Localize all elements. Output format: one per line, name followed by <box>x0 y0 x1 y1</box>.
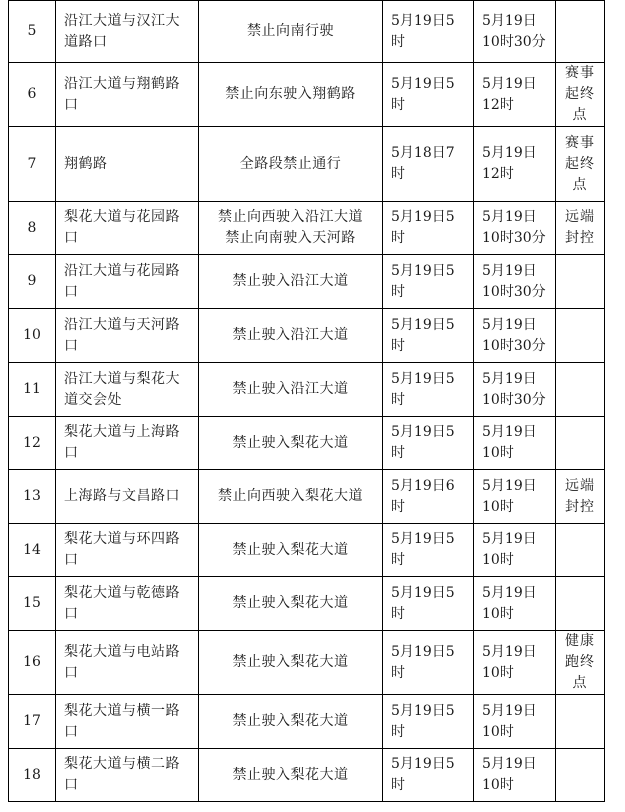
start-time-cell-text: 5月19日5 时 <box>391 756 455 793</box>
row-number-text: 5 <box>27 23 37 39</box>
end-time-cell-text: 5月19日 10时 <box>482 424 537 461</box>
start-time-cell-text: 5月19日5 时 <box>391 209 455 246</box>
note-cell <box>556 749 605 802</box>
control-measure-cell <box>199 309 383 363</box>
control-measure-cell-text: 全路段禁止通行 <box>239 155 342 172</box>
control-measure-cell <box>199 749 383 802</box>
location-cell-text: 沿江大道与天河路 口 <box>64 316 180 354</box>
location-cell-text: 梨花大道与电站路 口 <box>64 643 180 681</box>
start-time-cell <box>383 577 474 631</box>
row-number-text: 18 <box>23 766 41 783</box>
end-time-cell <box>474 255 556 309</box>
control-measure-cell <box>199 524 383 577</box>
end-time-cell <box>474 202 556 255</box>
start-time-cell-text: 5月19日5 时 <box>391 702 455 740</box>
table-row <box>9 363 605 417</box>
end-time-cell <box>474 695 556 749</box>
row-number <box>9 470 56 524</box>
location-cell-text: 梨花大道与环四路 口 <box>64 531 180 568</box>
start-time-cell-text: 5月19日5 时 <box>391 75 455 113</box>
end-time-cell-text: 5月19日 10时30分 <box>482 209 546 246</box>
location-cell <box>56 1 199 63</box>
location-cell-text: 梨花大道与横二路 口 <box>64 756 180 793</box>
row-number-text: 15 <box>23 595 41 611</box>
location-cell <box>56 695 199 749</box>
end-time-cell-text: 5月19日 12时 <box>482 145 537 182</box>
start-time-cell <box>383 749 474 802</box>
location-cell <box>56 202 199 255</box>
table-row <box>9 417 605 470</box>
start-time-cell-text: 5月19日5 时 <box>391 531 455 568</box>
location-cell-text: 沿江大道与花园路 口 <box>64 262 180 300</box>
note-cell <box>556 695 605 749</box>
note-cell <box>556 202 605 255</box>
table-row <box>9 524 605 577</box>
end-time-cell <box>474 363 556 417</box>
note-cell <box>556 577 605 631</box>
table-row <box>9 255 605 309</box>
row-number <box>9 363 56 417</box>
control-measure-cell-text: 禁止驶入梨花大道 <box>232 541 349 558</box>
row-number <box>9 309 56 363</box>
table-row <box>9 631 605 695</box>
row-number-text: 11 <box>23 381 41 397</box>
row-number-text: 17 <box>23 713 41 729</box>
start-time-cell <box>383 631 474 695</box>
location-cell <box>56 749 199 802</box>
row-number <box>9 695 56 749</box>
start-time-cell <box>383 63 474 127</box>
location-cell-text: 梨花大道与乾德路 口 <box>64 584 180 622</box>
table-row <box>9 1 605 63</box>
location-cell <box>56 63 199 127</box>
control-measure-cell <box>199 127 383 202</box>
row-number <box>9 417 56 470</box>
control-measure-cell-text: 禁止驶入梨花大道 <box>232 713 349 729</box>
control-measure-cell <box>199 63 383 127</box>
start-time-cell <box>383 127 474 202</box>
note-cell-text: 远端 封控 <box>565 477 595 515</box>
start-time-cell <box>383 202 474 255</box>
start-time-cell-text: 5月19日5 时 <box>391 584 455 622</box>
table-row <box>9 309 605 363</box>
note-cell <box>556 309 605 363</box>
location-cell <box>56 417 199 470</box>
location-cell-text: 沿江大道与汉江大 道路口 <box>64 12 180 50</box>
start-time-cell <box>383 363 474 417</box>
end-time-cell <box>474 577 556 631</box>
end-time-cell-text: 5月19日 10时30分 <box>482 12 546 50</box>
note-cell-text: 健康 跑终 点 <box>565 633 595 691</box>
note-cell <box>556 63 605 127</box>
end-time-cell-text: 5月19日 10时 <box>482 477 537 515</box>
control-measure-cell-text: 禁止向西驶入梨花大道 <box>218 488 363 504</box>
start-time-cell-text: 5月19日5 时 <box>391 12 455 50</box>
note-cell <box>556 255 605 309</box>
start-time-cell <box>383 470 474 524</box>
end-time-cell-text: 5月19日 10时 <box>482 584 537 622</box>
note-cell-text: 赛事 起终 点 <box>565 134 595 193</box>
note-cell <box>556 363 605 417</box>
end-time-cell-text: 5月19日 10时 <box>482 756 537 793</box>
row-number-text: 12 <box>23 434 41 451</box>
start-time-cell-text: 5月19日5 时 <box>391 262 455 300</box>
start-time-cell-text: 5月18日7 时 <box>391 145 455 182</box>
control-measure-cell <box>199 577 383 631</box>
location-cell <box>56 577 199 631</box>
control-measure-cell <box>199 202 383 255</box>
control-measure-cell-text: 禁止向南行驶 <box>247 23 334 39</box>
control-measure-cell-text: 禁止驶入沿江大道 <box>232 327 349 343</box>
end-time-cell-text: 5月19日 10时 <box>482 702 537 740</box>
control-measure-cell <box>199 363 383 417</box>
end-time-cell <box>474 417 556 470</box>
row-number <box>9 1 56 63</box>
control-measure-cell-text: 禁止驶入沿江大道 <box>232 273 349 289</box>
start-time-cell-text: 5月19日5 时 <box>391 316 455 354</box>
row-number <box>9 63 56 127</box>
row-number <box>9 631 56 695</box>
control-measure-cell <box>199 695 383 749</box>
control-measure-cell-text: 禁止驶入梨花大道 <box>232 766 349 783</box>
end-time-cell-text: 5月19日 10时 <box>482 643 537 681</box>
end-time-cell-text: 5月19日 10时30分 <box>482 262 546 300</box>
start-time-cell-text: 5月19日5 时 <box>391 643 455 681</box>
row-number-text: 14 <box>23 541 41 558</box>
location-cell-text: 沿江大道与梨花大 道交会处 <box>64 370 180 408</box>
end-time-cell <box>474 309 556 363</box>
start-time-cell <box>383 417 474 470</box>
row-number <box>9 127 56 202</box>
row-number-text: 8 <box>27 219 37 236</box>
row-number-text: 10 <box>23 327 41 343</box>
row-number <box>9 202 56 255</box>
table-row <box>9 695 605 749</box>
location-cell <box>56 470 199 524</box>
table-row <box>9 202 605 255</box>
location-cell-text: 上海路与文昌路口 <box>64 488 180 504</box>
row-number <box>9 524 56 577</box>
control-measure-cell-text: 禁止向东驶入翔鹤路 <box>225 86 356 102</box>
note-cell-text: 远端 封控 <box>565 209 595 246</box>
control-measure-cell <box>199 631 383 695</box>
row-number-text: 16 <box>23 654 41 670</box>
table-row <box>9 749 605 802</box>
start-time-cell-text: 5月19日5 时 <box>391 370 455 408</box>
start-time-cell-text: 5月19日6 时 <box>391 477 455 515</box>
start-time-cell <box>383 255 474 309</box>
start-time-cell <box>383 309 474 363</box>
row-number <box>9 749 56 802</box>
table-row <box>9 127 605 202</box>
location-cell-text: 梨花大道与上海路 口 <box>64 424 180 461</box>
end-time-cell <box>474 470 556 524</box>
location-cell <box>56 631 199 695</box>
control-measure-cell <box>199 417 383 470</box>
row-number-text: 7 <box>27 155 37 172</box>
row-number <box>9 255 56 309</box>
end-time-cell-text: 5月19日 10时30分 <box>482 370 546 408</box>
control-measure-cell-text: 禁止驶入梨花大道 <box>232 434 349 451</box>
control-measure-cell <box>199 255 383 309</box>
note-cell <box>556 417 605 470</box>
end-time-cell-text: 5月19日 10时 <box>482 531 537 568</box>
location-cell <box>56 255 199 309</box>
row-number <box>9 577 56 631</box>
table-body <box>9 1 605 802</box>
note-cell <box>556 470 605 524</box>
end-time-cell-text: 5月19日 10时30分 <box>482 316 546 354</box>
end-time-cell <box>474 127 556 202</box>
location-cell-text: 翔鹤路 <box>64 155 108 172</box>
control-measure-cell <box>199 470 383 524</box>
traffic-control-table <box>8 0 605 802</box>
end-time-cell <box>474 1 556 63</box>
table-row <box>9 470 605 524</box>
table-row <box>9 577 605 631</box>
end-time-cell <box>474 631 556 695</box>
row-number-text: 13 <box>23 488 41 504</box>
control-measure-cell-text: 禁止向西驶入沿江大道 禁止向南驶入天河路 <box>218 209 363 246</box>
end-time-cell <box>474 749 556 802</box>
control-measure-cell-text: 禁止驶入梨花大道 <box>232 654 349 670</box>
location-cell-text: 沿江大道与翔鹤路 口 <box>64 75 180 113</box>
start-time-cell-text: 5月19日5 时 <box>391 424 455 461</box>
location-cell-text: 梨花大道与花园路 口 <box>64 209 180 246</box>
table-row <box>9 63 605 127</box>
control-measure-cell <box>199 1 383 63</box>
row-number-text: 6 <box>27 86 37 102</box>
note-cell <box>556 524 605 577</box>
start-time-cell <box>383 695 474 749</box>
control-measure-cell-text: 禁止驶入梨花大道 <box>232 595 349 611</box>
note-cell <box>556 127 605 202</box>
location-cell <box>56 524 199 577</box>
row-number-text: 9 <box>27 273 37 289</box>
start-time-cell <box>383 524 474 577</box>
location-cell-text: 梨花大道与横一路 口 <box>64 702 180 740</box>
end-time-cell <box>474 524 556 577</box>
end-time-cell-text: 5月19日 12时 <box>482 75 537 113</box>
location-cell <box>56 363 199 417</box>
start-time-cell <box>383 1 474 63</box>
control-measure-cell-text: 禁止驶入沿江大道 <box>232 381 349 397</box>
end-time-cell <box>474 63 556 127</box>
note-cell-text: 赛事 起终 点 <box>565 65 595 123</box>
note-cell <box>556 631 605 695</box>
location-cell <box>56 309 199 363</box>
location-cell <box>56 127 199 202</box>
note-cell <box>556 1 605 63</box>
